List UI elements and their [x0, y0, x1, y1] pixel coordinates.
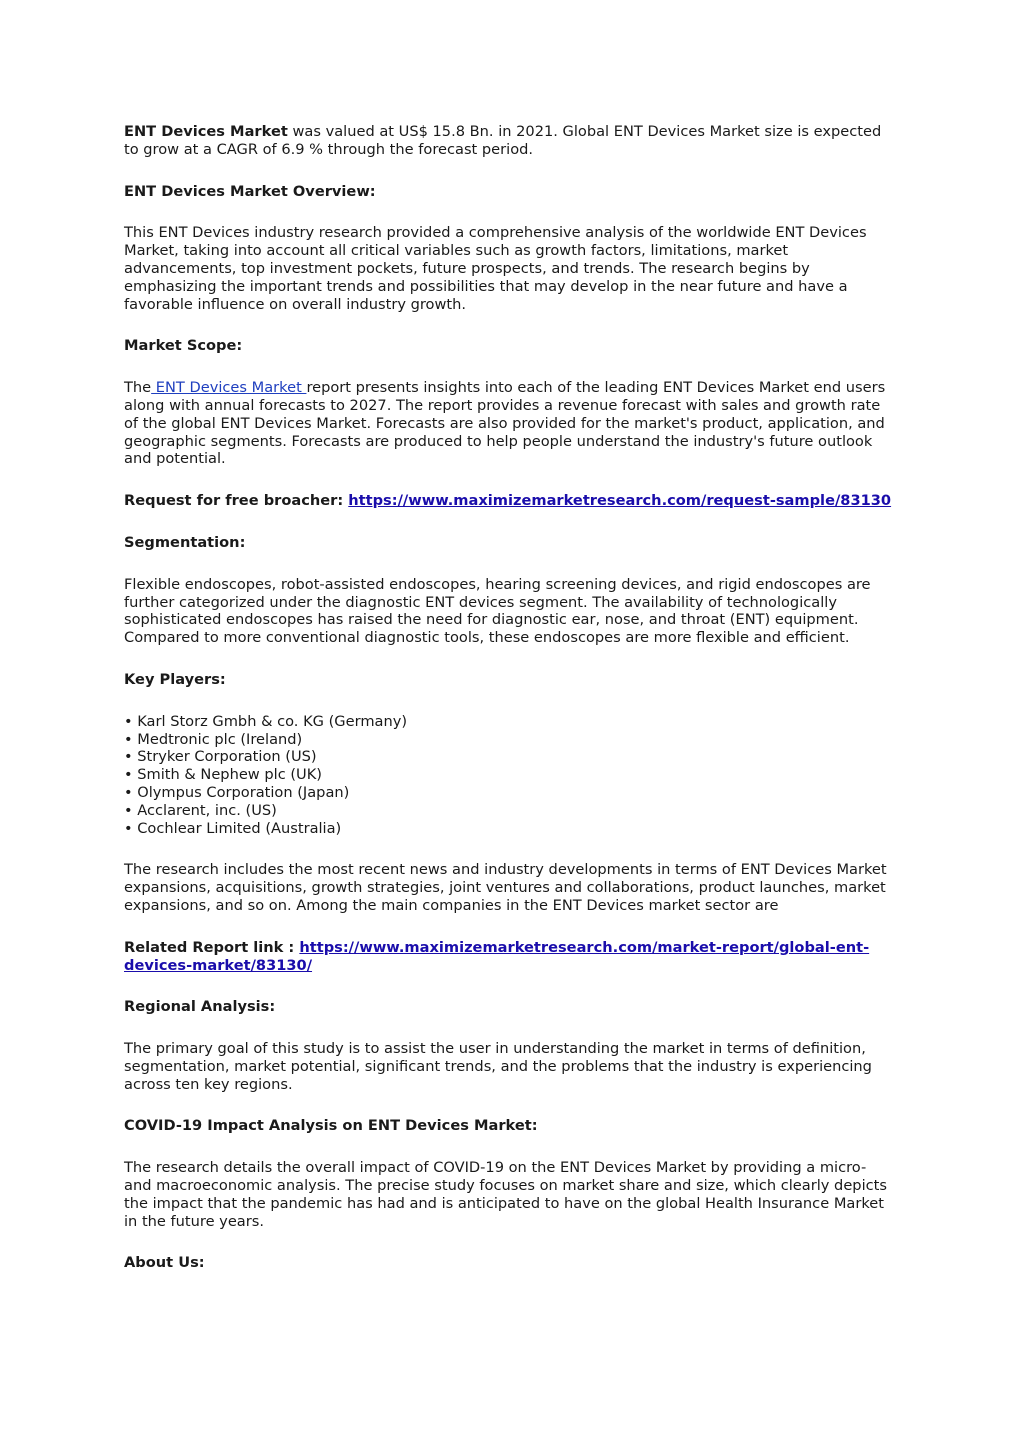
scope-paragraph [124, 379, 896, 468]
related-report-link[interactable]: https://www.maximizemarketresearch.com/market-report/global-ent-devices-market/83130/ [124, 938, 870, 974]
list-item: • Medtronic plc (Ireland) [124, 730, 303, 748]
regional-paragraph: The primary goal of this study is to assist the user in understanding the market in terms of definition, segmentation, market potential, significant trends, and the problems that the industry is experiencing across ten key regions. [124, 1040, 872, 1093]
list-item: • Olympus Corporation (Japan) [124, 783, 350, 801]
brochure-paragraph [124, 492, 896, 510]
key-players-list [124, 713, 896, 838]
covid-heading: COVID-19 Impact Analysis on ENT Devices Market: [124, 1117, 538, 1135]
related-label: Related Report link : [124, 938, 300, 956]
key-players-paragraph: The research includes the most recent news and industry developments in terms of ENT Devices Market expansions, acquisitions, growth strategies, joint ventures and collaborations, product launches, market expansions, and so on. Among the main companies in the ENT Devices market sector are [124, 861, 887, 914]
scope-prefix: The [124, 379, 152, 397]
segmentation-heading: Segmentation: [124, 533, 246, 551]
scope-heading: Market Scope: [124, 337, 243, 355]
ent-devices-market-link[interactable]: ENT Devices Market [151, 379, 307, 397]
overview-heading: ENT Devices Market Overview: [124, 182, 376, 200]
brochure-label: Request for free broacher: [124, 492, 349, 510]
covid-paragraph: The research details the overall impact of COVID-19 on the ENT Devices Market by providing a micro- and macroeconomic analysis. The precise study focuses on market share and size, which clearly depicts the impact that the pandemic has had and is anticipated to have on the global Health Insurance Market in the future years. [124, 1159, 887, 1230]
list-item: • Karl Storz Gmbh & co. KG (Germany) [124, 712, 408, 730]
scope-text: report presents insights into each of the leading ENT Devices Market end users along with annual forecasts to 2027. The report provides a revenue forecast with sales and growth rate of the global ENT Devices Market. Forecasts are also provided for the market's product, application, and geographic segments. Forecasts are produced to help people understand the industry's future outlook and potential. [124, 379, 886, 468]
document-page [124, 123, 896, 1296]
intro-bold: ENT Devices Market [124, 123, 288, 140]
request-sample-link[interactable]: https://www.maximizemarketresearch.com/request-sample/83130 [348, 492, 892, 510]
regional-heading: Regional Analysis: [124, 998, 276, 1016]
list-item: • Acclarent, inc. (US) [124, 801, 277, 819]
related-paragraph [124, 939, 896, 975]
key-players-heading: Key Players: [124, 670, 226, 688]
intro-paragraph [124, 123, 896, 159]
list-item: • Smith & Nephew plc (UK) [124, 766, 322, 784]
list-item: • Stryker Corporation (US) [124, 748, 317, 766]
overview-paragraph: This ENT Devices industry research provided a comprehensive analysis of the worldwide ENT Devices Market, taking into account all critical variables such as growth factors, limitations, market advancements, top investment pockets, future prospects, and trends. The research begins by emphasizing the important trends and possibilities that may develop in the near future and have a favorable influence on overall industry growth. [124, 224, 867, 313]
intro-text: was valued at US$ 15.8 Bn. in 2021. Global ENT Devices Market size is expected to grow at a CAGR of 6.9 % through the forecast period. [124, 123, 882, 158]
segmentation-paragraph: Flexible endoscopes, robot-assisted endoscopes, hearing screening devices, and rigid endoscopes are further categorized under the diagnostic ENT devices segment. The availability of technologically sophisticated endoscopes has raised the need for diagnostic ear, nose, and throat (ENT) equipment. Compared to more conventional diagnostic tools, these endoscopes are more flexible and efficient. [124, 575, 871, 647]
about-heading: About Us: [124, 1254, 205, 1272]
list-item: • Cochlear Limited (Australia) [124, 819, 342, 837]
